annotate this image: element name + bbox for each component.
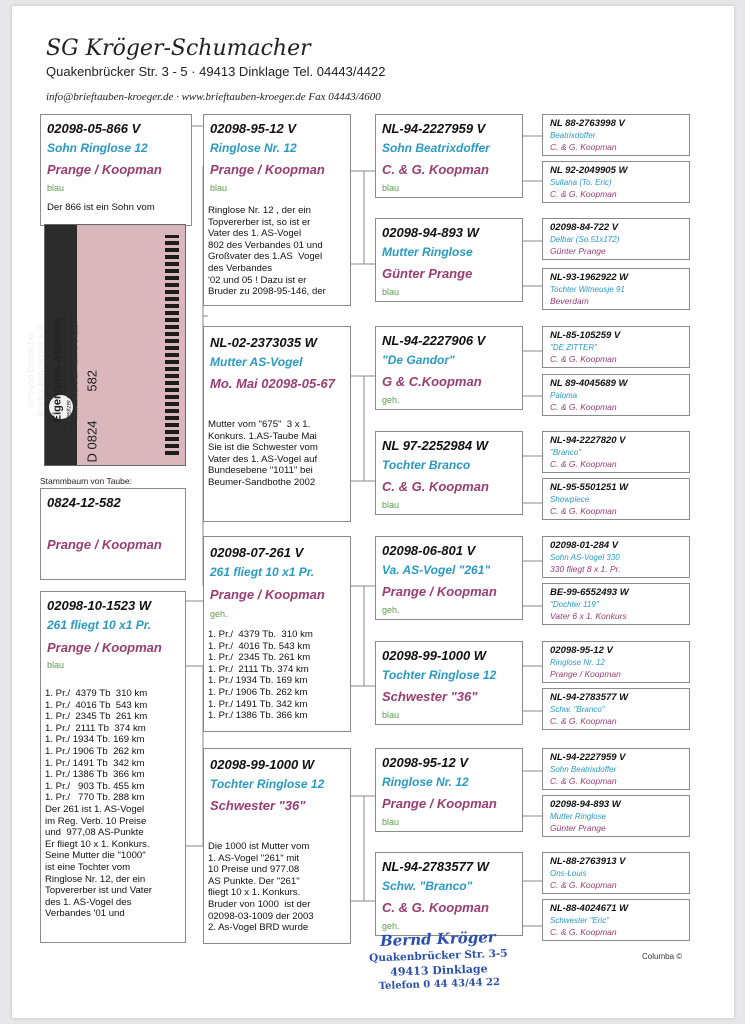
gggp-name: Schw. "Branco": [550, 705, 605, 714]
breeder-title: SG Kröger-Schumacher: [46, 36, 311, 61]
breeder-contact: info@brieftauben-kroeger.de · www.brieftauben-kroeger.de Fax 04443/4600: [46, 91, 381, 103]
gggp-name: Schwester "Eric": [550, 916, 610, 925]
great-grandparent-box: [375, 431, 523, 515]
gp-name: Tochter Ringlose 12: [210, 777, 325, 791]
great-great-grandparent-box: [542, 218, 690, 260]
gggp-owner: Beverdam: [550, 296, 589, 306]
ggp-owner: C. & G. Koopman: [382, 162, 489, 177]
ggp-color: blau: [382, 500, 400, 510]
gggp-name: Showpiece: [550, 495, 590, 504]
card-numbers: [85, 258, 100, 483]
dam-color: blau: [47, 660, 65, 670]
gp-color: blau: [210, 183, 228, 193]
stamp-city: 49413 Dinklage: [389, 962, 488, 979]
gggp-owner: 330 fliegt 8 x 1. Pr.: [550, 564, 621, 574]
great-great-grandparent-box: [542, 688, 690, 730]
card-small-text: [67, 258, 81, 483]
grandparent-box: [203, 536, 351, 732]
ggp-owner: Günter Prange: [382, 266, 473, 281]
ggp-name: Tochter Branco: [382, 458, 471, 472]
great-grandparent-box: [375, 326, 523, 410]
ggp-color: blau: [382, 817, 400, 827]
ggp-name: Sohn Beatrixdoffer: [382, 141, 490, 155]
great-grandparent-box: [375, 114, 523, 198]
great-grandparent-box: [375, 218, 523, 302]
gp-note: Die 1000 ist Mutter vom 1. AS-Vogel "261" mit 10 Preise und 977.08 AS Punkte. Der "261" fliegt 10 x 1. Konkurs. Bruder von 1000 ist der 02098-03-1009 der 2003 2. As-Vogel BRD wurde: [208, 841, 314, 934]
card-title: Eigentums-Ausweis: [51, 317, 64, 423]
card-text-rotated: [26, 258, 100, 483]
gp-note: 1. Pr./ 4379 Tb. 310 km 1. Pr./ 4016 Tb. 543 km 1. Pr./ 2345 Tb. 261 km 1. Pr./ 2111 Tb. 374 km 1. Pr./ 1934 Tb. 169 km 1. Pr./ 1906 Tb. 262 km 1. Pr./ 1491 Tb. 342 km 1. Pr./ 1386 Tb. 366 km: [208, 629, 313, 722]
gggp-ring: NL-88-4024671 W: [550, 903, 629, 914]
dam-note: 1. Pr./ 4379 Tb 310 km 1. Pr./ 4016 Tb 543 km 1. Pr./ 2345 Tb 261 km 1. Pr./ 2111 Tb 374 km 1. Pr./ 1934 Tb. 169 km 1. Pr./ 1906 Tb 262 km 1. Pr./ 1491 Tb 342 km 1. Pr./ 1386 Tb 366 km 1. Pr./ 903 Tb. 455 km 1. Pr./ 770 Tb. 288 km Der 261 ist 1. AS-Vogel im Reg. Verb. 10 Preise und 977,08 AS-Punkte Er fliegt 10 x 1. Konkurs. Seine Mutter die "1000" ist eine Tochter vom Ringlose Nr. 12, der ein Topvererber ist und Vater des 1. AS-Vogel des Verbandes '01 und: [45, 688, 153, 920]
gggp-name: Ringlose Nr. 12: [550, 658, 605, 667]
gp-name: 261 fliegt 10 x1 Pr.: [210, 565, 315, 579]
gp-ring: 02098-95-12 V: [210, 121, 297, 136]
stamp-street: Quakenbrücker Str. 3-5: [368, 947, 508, 965]
ggp-color: blau: [382, 710, 400, 720]
pedigree-sheet: [12, 6, 734, 1018]
stamp-phone: Telefon 0 44 43/44 22: [378, 976, 501, 993]
ggp-ring: 02098-94-893 W: [382, 225, 479, 240]
ggp-name: Schw. "Branco": [382, 879, 473, 893]
gp-name: Mutter AS-Vogel: [210, 355, 303, 369]
gp-name: Ringlose Nr. 12: [210, 141, 297, 155]
gggp-owner: Günter Prange: [550, 823, 606, 833]
gggp-name: "Branco": [550, 448, 582, 457]
stamp-name: Bernd Kröger: [379, 928, 496, 951]
gp-owner: Prange / Koopman: [210, 587, 325, 602]
gp-note: Ringlose Nr. 12 , der ein Topvererber ist, so ist er Vater des 1. AS-Vogel 802 des Verbandes 01 und Großvater des 1.AS Vogel des Verbandes '02 und 05 ! Dazu ist er Bruder zu 2098-95-146, der: [208, 205, 326, 298]
card-org: [26, 258, 46, 483]
great-great-grandparent-box: [542, 114, 690, 156]
card-org-line2: Brieftaubenzüchter e.V.: [35, 323, 46, 417]
ggp-owner: G & C.Koopman: [382, 374, 482, 389]
card-number-right: 582: [84, 369, 100, 392]
footer-credit: Columba ©: [642, 952, 683, 961]
ggp-color: blau: [382, 183, 400, 193]
ggp-owner: C. & G. Koopman: [382, 479, 489, 494]
card-border-pattern: [165, 235, 179, 455]
ggp-owner: C. & G. Koopman: [382, 900, 489, 915]
great-grandparent-box: [375, 536, 523, 620]
ggp-ring: 02098-99-1000 W: [382, 648, 487, 663]
breeder-stamp: [363, 927, 516, 1018]
gggp-name: Sultana (To. Eric): [550, 178, 612, 187]
gggp-ring: NL-94-2227820 V: [550, 435, 626, 446]
gggp-owner: Vater 6 x 1. Konkurs: [550, 611, 627, 621]
ggp-ring: 02098-95-12 V: [382, 755, 469, 770]
ggp-color: geh.: [382, 605, 400, 615]
ggp-color: geh.: [382, 395, 400, 405]
gggp-ring: NL-94-2783577 W: [550, 692, 629, 703]
sire-ring: 02098-05-866 V: [47, 121, 141, 136]
gggp-ring: NL-93-1962922 W: [550, 272, 629, 283]
gggp-name: "DE ZITTER": [550, 343, 598, 352]
gggp-owner: C. & G. Koopman: [550, 776, 617, 786]
sire-box: [40, 114, 192, 226]
gp-ring: 02098-07-261 V: [210, 545, 304, 560]
breeder-address: Quakenbrücker Str. 3 - 5 · 49413 Dinklage Tel. 04443/4422: [46, 64, 386, 79]
card-small1: Der Besitzer dieser Karte hat den Verbandsring: [66, 307, 73, 433]
dam-owner: Prange / Koopman: [47, 640, 162, 655]
gggp-ring: NL-88-2763913 V: [550, 856, 626, 867]
ownership-card: [25, 224, 186, 466]
great-great-grandparent-box: [542, 536, 690, 578]
ggp-ring: 02098-06-801 V: [382, 543, 476, 558]
gggp-ring: BE-99-6552493 W: [550, 587, 629, 598]
gggp-owner: C. & G. Koopman: [550, 354, 617, 364]
great-great-grandparent-box: [542, 748, 690, 790]
gggp-name: Ons-Louis: [550, 869, 587, 878]
gp-ring: 02098-99-1000 W: [210, 757, 315, 772]
pigeon-ring: 0824-12-582: [47, 495, 121, 510]
pigeon-box: [40, 488, 186, 580]
grandparent-box: [203, 114, 351, 306]
gggp-owner: C. & G. Koopman: [550, 880, 617, 890]
sire-name: Sohn Ringlose 12: [47, 141, 148, 155]
gp-color: geh.: [210, 609, 228, 619]
gggp-ring: NL-85-105259 V: [550, 330, 621, 341]
great-great-grandparent-box: [542, 583, 690, 625]
great-great-grandparent-box: [542, 431, 690, 473]
grandparent-box: [203, 326, 351, 522]
gp-owner: Mo. Mai 02098-05-67: [210, 376, 336, 391]
great-great-grandparent-box: [542, 899, 690, 941]
sire-color: blau: [47, 183, 65, 193]
card-number-left: 0824: [84, 420, 100, 450]
gggp-name: Paloma: [550, 391, 578, 400]
gggp-name: Tochter Witneusje 91: [550, 285, 625, 294]
ggp-owner: Schwester "36": [382, 689, 478, 704]
gggp-name: Delbar (So.51x172): [550, 235, 620, 244]
gggp-owner: C. & G. Koopman: [550, 402, 617, 412]
ggp-ring: NL 97-2252984 W: [382, 438, 488, 453]
gggp-owner: C. & G. Koopman: [550, 189, 617, 199]
ggp-name: Va. AS-Vogel "261": [382, 563, 491, 577]
great-great-grandparent-box: [542, 374, 690, 416]
gp-note: Mutter vom "675" 3 x 1. Konkurs. 1.AS-Taube Mai Sie ist die Schwester vom Vater des 1. AS-Vogel auf Bundesebene "1011" bei Beumer-Sandbothe 2002: [208, 419, 318, 488]
gggp-ring: 02098-95-12 V: [550, 645, 613, 656]
dam-box: [40, 591, 186, 943]
great-grandparent-box: [375, 748, 523, 832]
card-org-line1: Verband Deutscher: [25, 331, 36, 409]
great-great-grandparent-box: [542, 326, 690, 368]
dam-name: 261 fliegt 10 x1 Pr.: [47, 618, 152, 632]
pigeon-owner: Prange / Koopman: [47, 537, 162, 552]
gggp-name: Sohn Beatrixdoffer: [550, 765, 617, 774]
ggp-ring: NL-94-2227959 V: [382, 121, 486, 136]
ggp-color: blau: [382, 287, 400, 297]
gggp-owner: C. & G. Koopman: [550, 716, 617, 726]
gggp-name: Mutter Ringlose: [550, 812, 607, 821]
gggp-ring: 02098-01-284 V: [550, 540, 619, 551]
gggp-owner: C. & G. Koopman: [550, 459, 617, 469]
great-great-grandparent-box: [542, 795, 690, 837]
great-great-grandparent-box: [542, 852, 690, 894]
sire-owner: Prange / Koopman: [47, 162, 162, 177]
great-great-grandparent-box: [542, 268, 690, 310]
gggp-name: Sohn AS-Vogel 330: [550, 553, 620, 562]
ggp-ring: NL-94-2783577 W: [382, 859, 489, 874]
card-small2: mit nachstehender Nummer erhalten: [73, 321, 80, 419]
grandparent-box: [203, 748, 351, 944]
gp-owner: Prange / Koopman: [210, 162, 325, 177]
great-great-grandparent-box: [542, 641, 690, 683]
gggp-ring: 02098-84-722 V: [550, 222, 619, 233]
gggp-ring: NL-95-5501251 W: [550, 482, 629, 493]
dam-ring: 02098-10-1523 W: [47, 598, 152, 613]
gggp-name: "Dochter 119": [550, 600, 599, 609]
great-grandparent-box: [375, 852, 523, 936]
gp-owner: Schwester "36": [210, 798, 306, 813]
gggp-owner: C. & G. Koopman: [550, 506, 617, 516]
ggp-owner: Prange / Koopman: [382, 584, 497, 599]
ggp-name: Ringlose Nr. 12: [382, 775, 469, 789]
pigeon-label: Stammbaum von Taube:: [40, 476, 132, 486]
gggp-owner: Prange / Koopman: [550, 669, 621, 679]
ggp-name: "De Gandor": [382, 353, 455, 367]
great-grandparent-box: [375, 641, 523, 725]
gggp-owner: C. & G. Koopman: [550, 142, 617, 152]
ggp-name: Tochter Ringlose 12: [382, 668, 497, 682]
gggp-ring: NL 92-2049905 W: [550, 165, 628, 176]
gggp-ring: NL-94-2227959 V: [550, 752, 626, 763]
gp-ring: NL-02-2373035 W: [210, 335, 317, 350]
gggp-owner: Günter Prange: [550, 246, 606, 256]
gggp-ring: NL 88-2763998 V: [550, 118, 625, 129]
gggp-ring: 02098-94-893 W: [550, 799, 621, 810]
gggp-ring: NL 89-4045689 W: [550, 378, 628, 389]
ggp-owner: Prange / Koopman: [382, 796, 497, 811]
card-mark: D: [84, 453, 100, 463]
gggp-owner: C. & G. Koopman: [550, 927, 617, 937]
gggp-name: Beatrixdoffer: [550, 131, 596, 140]
ggp-name: Mutter Ringlose: [382, 245, 473, 259]
sire-note: Der 866 ist ein Sohn vom: [47, 202, 155, 213]
ggp-ring: NL-94-2227906 V: [382, 333, 486, 348]
great-great-grandparent-box: [542, 478, 690, 520]
ggp-color: geh.: [382, 921, 400, 931]
great-great-grandparent-box: [542, 161, 690, 203]
